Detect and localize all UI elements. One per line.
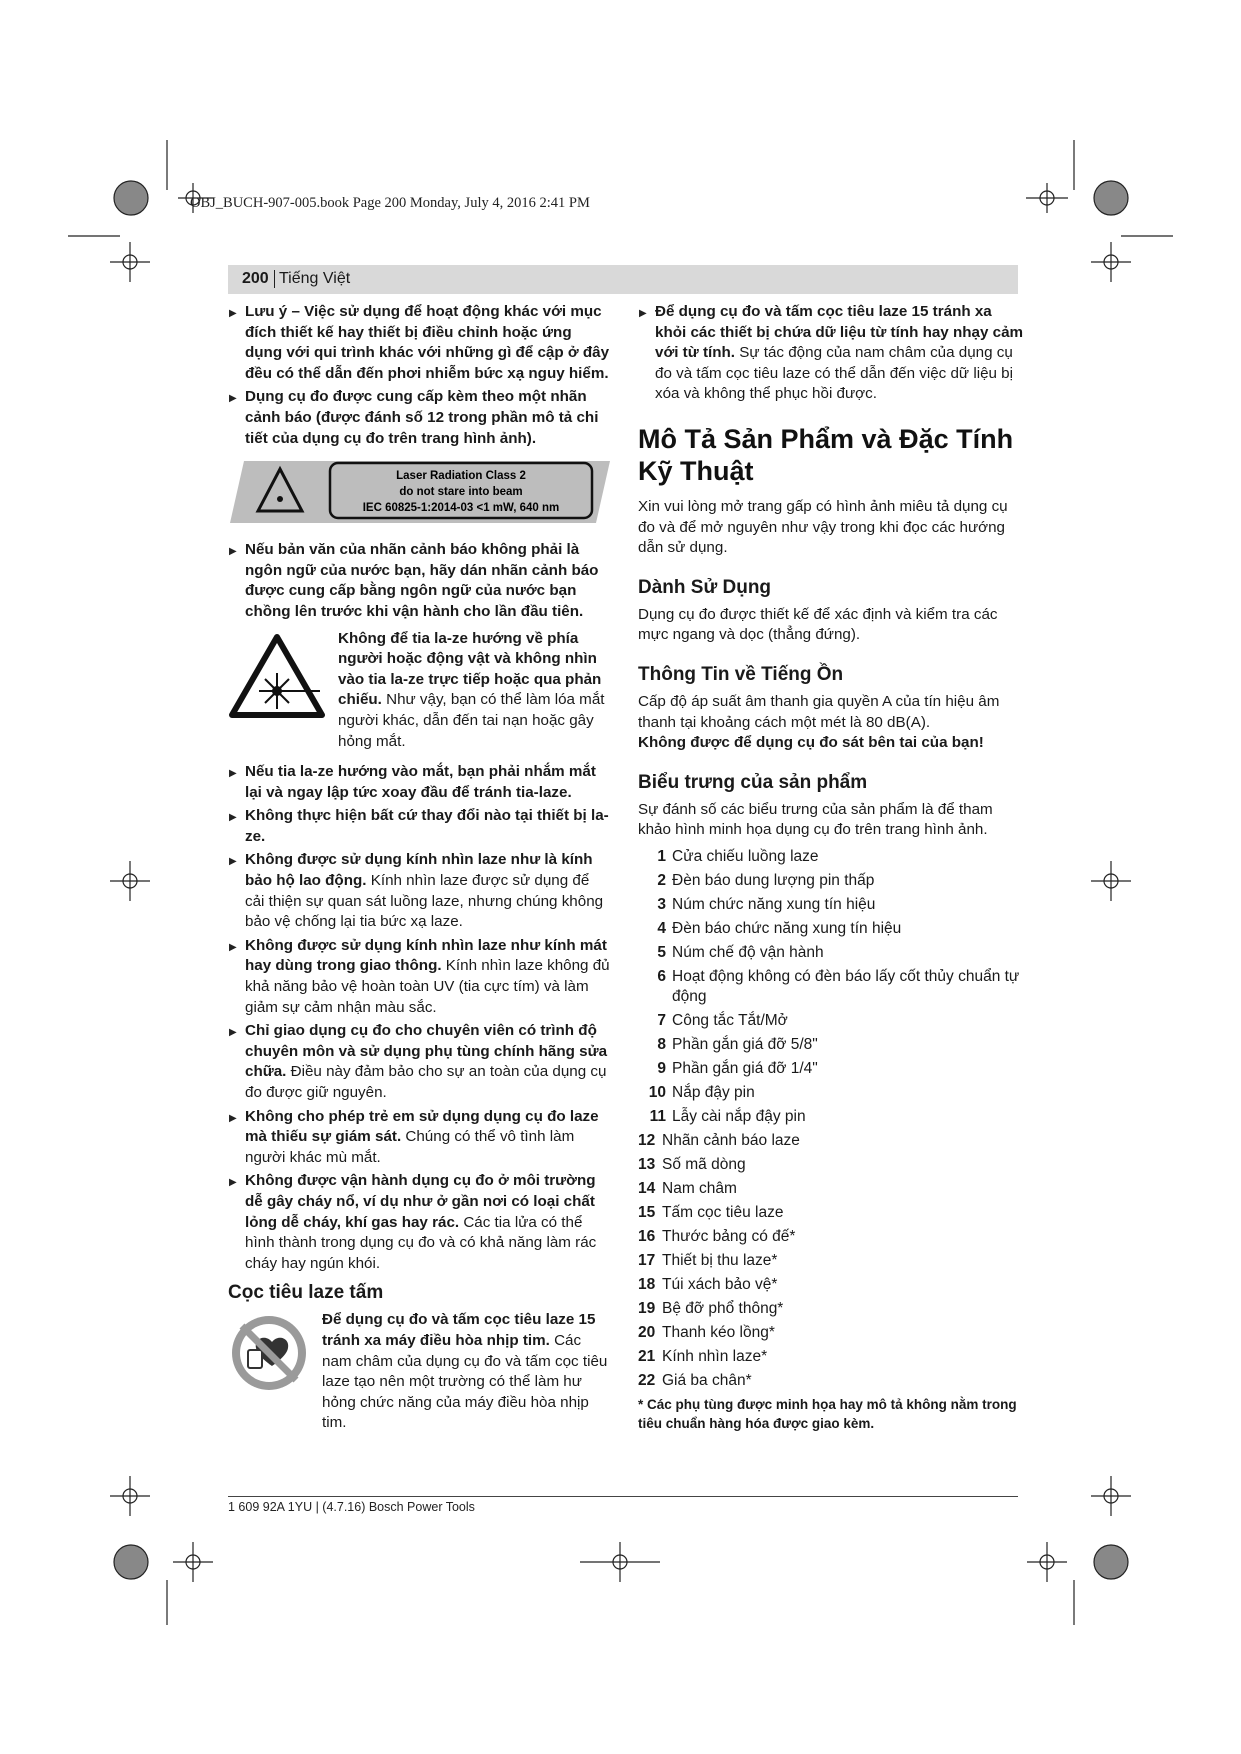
heading-intended-use: Dành Sử Dụng	[638, 576, 772, 598]
list-item	[638, 1203, 1026, 1223]
list-item-text: Đèn báo chức năng xung tín hiệu	[672, 919, 902, 937]
laser-warning-text: Không để tia la-ze hướng về phía người hoặc động vật và không nhìn vào tia la-ze trực tiếp hoặc qua phản chiếu. Như vậy, bạn có thể làm lóa mắt người khác, dẫn đến tai nạn hoặc gây hỏng mắt.	[338, 629, 605, 750]
main-heading: Mô Tả Sản Phẩm và Đặc Tính Kỹ Thuật	[638, 423, 1014, 486]
page-language: Tiếng Việt	[274, 270, 350, 288]
bullet-laser-glasses-traffic: ▶ Không được sử dụng kính nhìn laze như kính mát hay dùng trong giao thông. Kính nhìn laze không đủ khả năng bảo vệ hoàn toàn UV (tia cực tím) và làm giảm sự cảm nhận màu sắc.	[228, 936, 612, 1018]
list-item-number: 14	[638, 1179, 656, 1197]
list-item-number: 2	[657, 871, 666, 889]
list-item-number: 22	[638, 1371, 656, 1389]
right-column	[638, 302, 1026, 1433]
list-item-text: Nhãn cảnh báo laze	[662, 1131, 800, 1149]
list-item-text: Bệ đỡ phổ thông*	[662, 1299, 784, 1317]
list-item-text: Kính nhìn laze*	[662, 1347, 768, 1365]
list-item-text: Lẫy cài nắp đậy pin	[672, 1107, 806, 1125]
list-item-number: 21	[638, 1347, 656, 1365]
laser-label-graphic	[230, 457, 610, 527]
list-item-text: Túi xách bảo vệ*	[662, 1275, 778, 1293]
bullet-note-warning: ▶ Lưu ý – Việc sử dụng để hoạt động khác với mục đích thiết kế hay thiết bị điều chỉnh hoặc ứng dụng với qui trình khác với những gì để cập ở đây đều có thể dẫn đến phơi nhiễm bức xạ nguy hiểm.	[228, 302, 612, 384]
bullet-explosive-env: ▶ Không được vận hành dụng cụ đo ở môi trường dễ gây cháy nổ, ví dụ như ở gần nơi có loại chất lỏng dễ cháy, khí gas hay rác. Các tia lửa có thể hình thành trong dụng cụ đo và có khả năng làm rác cháy hay ngún khói.	[228, 1171, 612, 1274]
list-item	[638, 1299, 1026, 1319]
list-item	[638, 967, 1026, 1007]
list-item-text: Thước bảng có đế*	[662, 1227, 796, 1245]
list-item-text: Đèn báo dung lượng pin thấp	[672, 871, 875, 889]
list-item-number: 16	[638, 1227, 656, 1245]
list-item-text: Cửa chiếu luồng laze	[672, 847, 819, 865]
list-item	[638, 895, 1026, 915]
list-item-text: Núm chế độ vận hành	[672, 943, 824, 961]
list-item-text: Hoạt động không có đèn báo lấy cốt thủy chuẩn tự động	[672, 967, 1020, 1005]
bullet-laser-glasses-safety: ▶ Không được sử dụng kính nhìn laze như là kính bảo hộ lao động. Kính nhìn laze được sử dụng để cải thiện sự quan sát luồng laze, nhưng chúng không bảo vệ chống lại tia bức xạ laze.	[228, 850, 612, 932]
list-item-text: Nam châm	[662, 1179, 737, 1197]
list-item	[638, 871, 1026, 891]
list-item-text: Phần gắn giá đỡ 1/4"	[672, 1059, 818, 1077]
list-item-number: 6	[657, 967, 666, 985]
bullet-warning-label: ▶ Dụng cụ đo được cung cấp kèm theo một nhãn cảnh báo (được đánh số 12 trong phần mô tả chi tiết của dụng cụ đo trên trang hình ảnh).	[228, 387, 612, 449]
list-item	[638, 847, 1026, 867]
list-item-text: Phần gắn giá đỡ 5/8"	[672, 1035, 818, 1053]
list-item	[638, 1035, 1026, 1055]
bullet-qualified-repair: ▶ Chỉ giao dụng cụ đo cho chuyên viên có trình độ chuyên môn và sử dụng phụ tùng chính hãng sửa chữa. Điều này đảm bảo cho sự an toàn của dụng cụ đo được giữ nguyên.	[228, 1021, 612, 1103]
list-item-number: 13	[638, 1155, 656, 1173]
list-item-number: 19	[638, 1299, 656, 1317]
left-column	[228, 302, 612, 1444]
list-item	[638, 1371, 1026, 1391]
list-item	[638, 1227, 1026, 1247]
noise-paragraph: Cấp độ áp suất âm thanh gia quyền A của tín hiệu âm thanh tại khoảng cách một mét là 80 dB(A). Không được để dụng cụ đo sát bên tai của bạn!	[638, 692, 1000, 752]
list-item-number: 18	[638, 1275, 656, 1293]
laser-warning-label	[230, 457, 612, 532]
list-item	[638, 1347, 1026, 1367]
label-line-3: IEC 60825-1:2014-03 <1 mW, 640 nm	[362, 502, 560, 515]
list-item-text: Công tắc Tắt/Mở	[672, 1011, 788, 1029]
bullet-eye-exposure: ▶ Nếu tia la-ze hướng vào mắt, bạn phải nhắm mắt lại và ngay lập tức xoay đầu để tránh tia-laze.	[228, 762, 612, 803]
list-item	[638, 919, 1026, 939]
list-item	[638, 1155, 1026, 1175]
page-footer: 1 609 92A 1YU | (4.7.16) Bosch Power Tools	[228, 1500, 475, 1514]
laser-warning-icon	[228, 633, 326, 719]
list-item-text: Thiết bị thu laze*	[662, 1251, 778, 1269]
page-header-bar	[228, 265, 1018, 294]
list-item	[638, 1251, 1026, 1271]
list-item-number: 11	[649, 1107, 666, 1125]
list-item-number: 8	[657, 1035, 666, 1053]
list-item-number: 20	[638, 1323, 656, 1341]
print-header: OBJ_BUCH-907-005.book Page 200 Monday, July 4, 2016 2:41 PM	[190, 195, 590, 211]
heading-product-features: Biểu trưng của sản phẩm	[638, 771, 868, 793]
list-item	[638, 1179, 1026, 1199]
product-features-list	[638, 847, 1026, 1391]
pacemaker-warning-text: Để dụng cụ đo và tấm cọc tiêu laze 15 tránh xa máy điều hòa nhịp tim. Các nam châm của dụng cụ đo và tấm cọc tiêu laze tạo nên một trường có thể làm hư hỏng chức năng của máy điều hòa nhịp tim.	[322, 1311, 608, 1432]
list-item-text: Thanh kéo lồng*	[662, 1323, 775, 1341]
list-item-number: 15	[638, 1203, 656, 1221]
bullet-children: ▶ Không cho phép trẻ em sử dụng dụng cụ đo laze mà thiếu sự giám sát. Chúng có thể vô tình làm người khác mù mắt.	[228, 1107, 612, 1169]
list-item-text: Nắp đậy pin	[672, 1083, 755, 1101]
list-item	[638, 1275, 1026, 1295]
label-line-2: do not stare into beam	[399, 486, 523, 499]
heading-noise-info: Thông Tin về Tiếng Ồn	[638, 663, 844, 685]
label-line-1: Laser Radiation Class 2	[396, 470, 526, 483]
bullet-label-language: ▶ Nếu bản văn của nhãn cảnh báo không phải là ngôn ngữ của nước bạn, hãy dán nhãn cảnh báo được cung cấp bằng ngôn ngữ của nước bạn chồng lên trước khi vận hành cho lần đầu tiên.	[228, 540, 612, 622]
list-item	[638, 1323, 1026, 1343]
list-item-number: 10	[648, 1083, 666, 1101]
list-item	[638, 1011, 1026, 1031]
list-item-number: 3	[657, 895, 666, 913]
list-item	[638, 943, 1026, 963]
bullet-no-modifications: ▶ Không thực hiện bất cứ thay đổi nào tại thiết bị la-ze.	[228, 806, 612, 847]
page-number: 200	[242, 270, 269, 287]
product-features-paragraph: Sự đánh số các biểu trưng của sản phẩm là để tham khảo hình minh họa dụng cụ đo trên trang hình ảnh.	[638, 800, 993, 839]
list-item	[638, 1083, 1026, 1103]
laser-warning-block	[228, 629, 612, 753]
intended-use-paragraph: Dụng cụ đo được thiết kế để xác định và kiểm tra các mực ngang và dọc (thẳng đứng).	[638, 605, 998, 644]
list-item-number: 4	[657, 919, 666, 937]
list-item-number: 17	[638, 1251, 656, 1269]
list-item-text: Núm chức năng xung tín hiệu	[672, 895, 876, 913]
pacemaker-prohibited-icon	[228, 1312, 310, 1394]
pacemaker-warning-block	[228, 1310, 612, 1434]
footer-rule	[228, 1496, 1018, 1497]
list-item-number: 5	[657, 943, 666, 961]
list-item	[638, 1059, 1026, 1079]
bullet-magnetic-data: ▶ Để dụng cụ đo và tấm cọc tiêu laze 15 tránh xa khỏi các thiết bị chứa dữ liệu từ tính hay nhạy cảm với từ tính. Sự tác động của nam châm của dụng cụ đo và tấm cọc tiêu laze có thể dẫn đến việc dữ liệu bị xóa và không thể phục hồi được.	[638, 302, 1026, 405]
list-item-number: 9	[657, 1059, 666, 1077]
list-item-text: Tấm cọc tiêu laze	[662, 1203, 784, 1221]
list-item-text: Số mã dòng	[662, 1155, 746, 1173]
list-item-number: 1	[657, 847, 666, 865]
section-heading-target-plate: Cọc tiêu laze tấm	[228, 1282, 384, 1304]
list-item-number: 7	[657, 1011, 666, 1029]
list-item	[638, 1107, 1026, 1127]
intro-paragraph: Xin vui lòng mở trang gấp có hình ảnh miêu tả dụng cụ đo và để mở nguyên như vậy trong khi đọc các hướng dẫn sử dụng.	[638, 497, 1008, 557]
list-item-number: 12	[638, 1131, 656, 1149]
list-item	[638, 1131, 1026, 1151]
accessories-footnote: * Các phụ tùng được minh họa hay mô tả không nằm trong tiêu chuẩn hàng hóa được giao kèm.	[638, 1396, 1017, 1431]
list-item-text: Giá ba chân*	[662, 1371, 752, 1389]
